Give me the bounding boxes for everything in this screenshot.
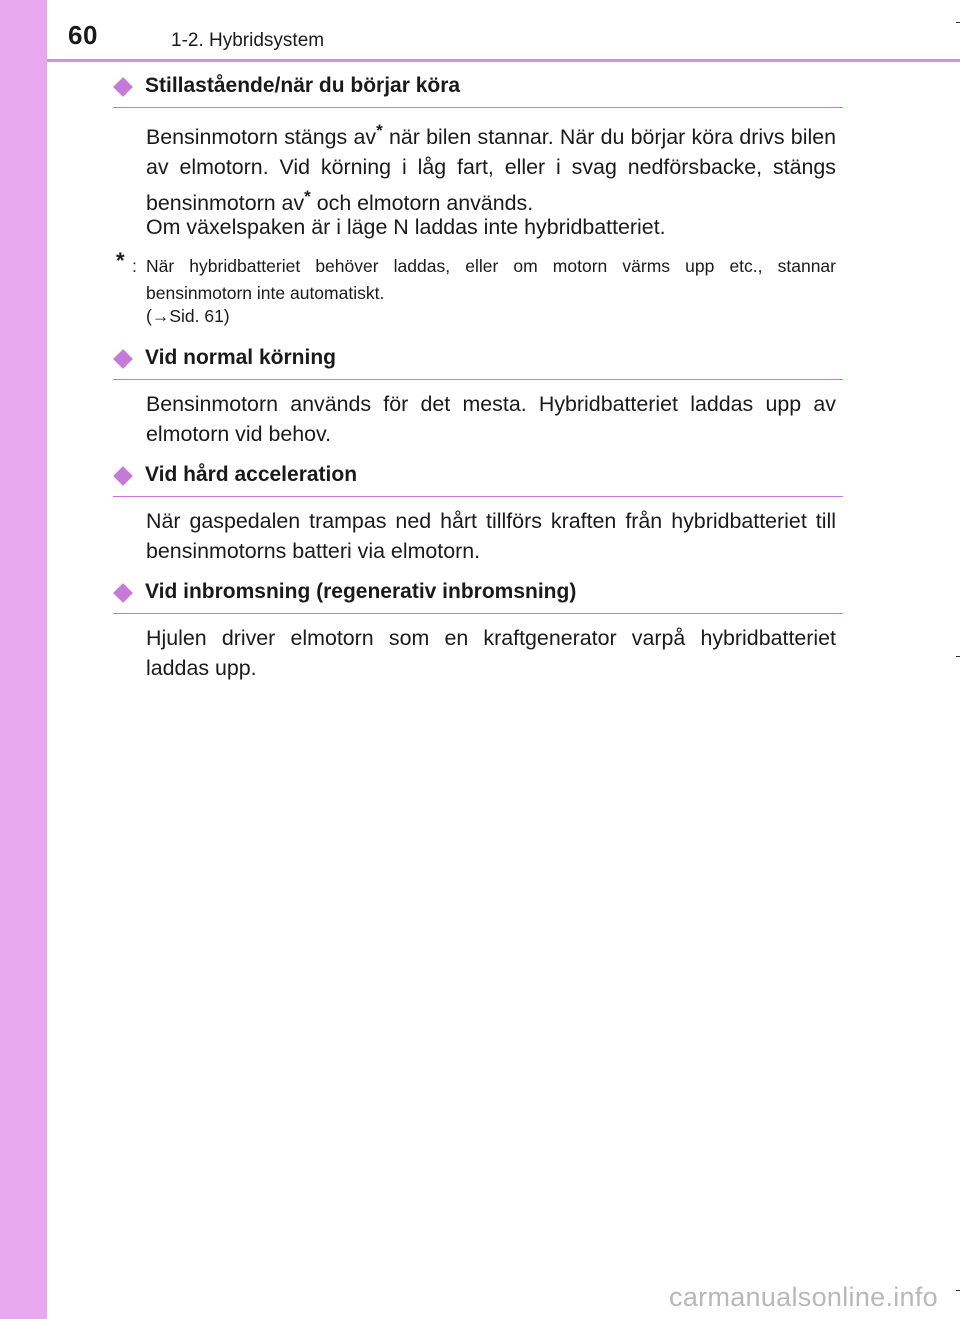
asterisk: *: [376, 121, 383, 140]
footnote-asterisk: *: [116, 248, 125, 273]
crop-mark: [956, 656, 960, 657]
watermark: carmanualsonline.info: [669, 1282, 938, 1312]
paragraph: Om växelspaken är i läge N laddas inte hybridbatteriet.: [146, 215, 666, 239]
footnote-text: När hybridbatteriet behöver laddas, eller om motorn värms upp etc., stannar bensinmotorn inte automatiskt.: [146, 256, 836, 303]
diamond-bullet-icon: [113, 77, 133, 97]
section-heading: [113, 76, 843, 108]
page-reference[interactable]: [146, 303, 230, 330]
ref-text: Sid. 61): [169, 306, 230, 326]
footnote: [116, 248, 836, 333]
section-title: Vid hård acceleration: [145, 463, 358, 486]
page-number: 60: [68, 20, 98, 50]
paragraph: När gaspedalen trampas ned hårt tillförs kraften från hybridbatteriet till bensinmotorns batteri via elmotorn.: [146, 509, 836, 563]
section-title: Stillastående/när du börjar köra: [145, 74, 461, 97]
header-rule: [47, 59, 960, 62]
section-heading: [113, 465, 843, 497]
footnote-colon: :: [132, 256, 137, 276]
section-heading: [113, 582, 843, 614]
paragraph-text: när bilen stannar. När du börjar köra drivs bilen av elmotorn. Vid körning i låg fart, eller i svag nedförsbacke, stängs bensinmotorn av: [146, 125, 836, 216]
section-title: Vid normal körning: [145, 346, 336, 369]
diamond-bullet-icon: [113, 349, 133, 369]
crop-mark: [956, 1290, 960, 1291]
diamond-bullet-icon: [113, 583, 133, 603]
paragraph: Hjulen driver elmotorn som en kraftgenerator varpå hybridbatteriet laddas upp.: [146, 626, 836, 680]
section-heading: [113, 348, 843, 380]
diamond-bullet-icon: [113, 466, 133, 486]
side-color-band: [0, 0, 47, 1319]
paragraph: [146, 116, 836, 218]
asterisk: *: [304, 187, 311, 207]
paragraph-text: Bensinmotorn stängs av: [146, 125, 377, 150]
ref-paren: (: [146, 306, 152, 326]
chapter-title: 1-2. Hybridsystem: [171, 30, 325, 51]
arrow-right-icon: →: [151, 306, 170, 326]
section-title: Vid inbromsning (regenerativ inbromsning): [145, 580, 577, 603]
crop-mark: [956, 22, 960, 23]
paragraph: Bensinmotorn används för det mesta. Hybridbatteriet laddas upp av elmotorn vid behov.: [146, 392, 836, 446]
paragraph-text: och elmotorn används.: [310, 191, 534, 216]
